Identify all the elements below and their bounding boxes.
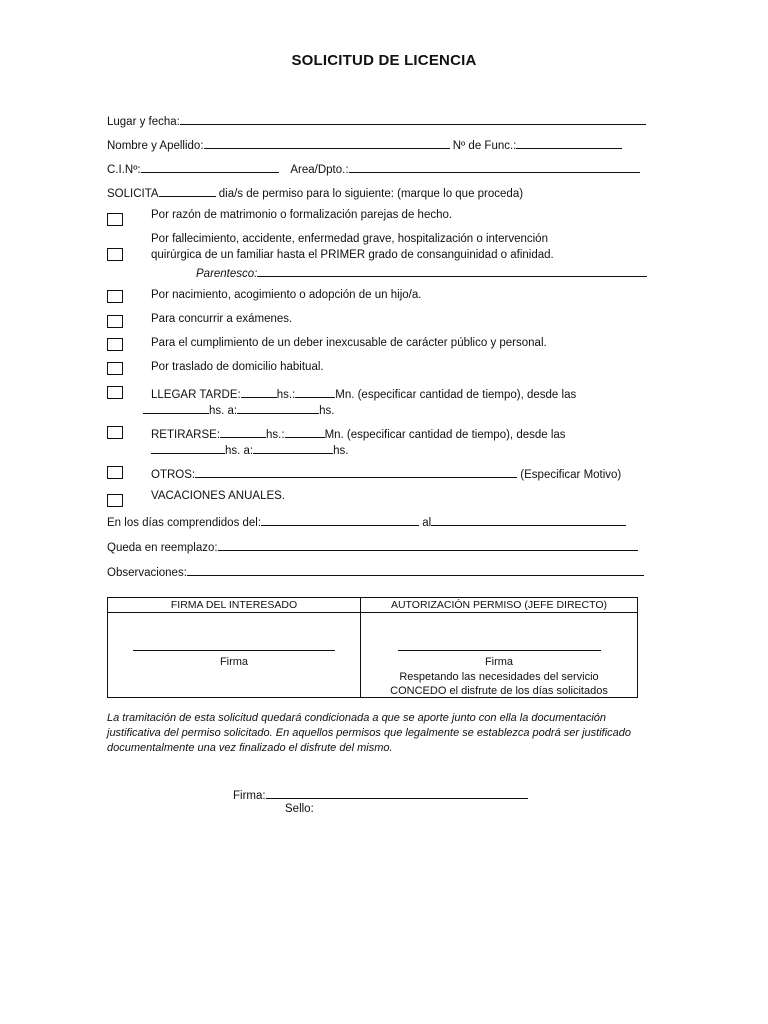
otros-field[interactable] (195, 465, 517, 478)
parentesco-label: Parentesco: (196, 268, 258, 280)
footer-firma-row (233, 786, 528, 803)
reemplazo-label: Queda en reemplazo: (107, 542, 218, 554)
retirarse-hsa-label: hs. a: (225, 445, 254, 457)
nombre-field[interactable] (204, 136, 450, 149)
footer-firma-field[interactable] (266, 786, 528, 799)
area-label: Area/Dpto.: (290, 164, 349, 176)
checkbox-traslado[interactable] (107, 362, 123, 375)
observaciones-label: Observaciones: (107, 567, 187, 579)
option-matrimonio: Por razón de matrimonio o formalización parejas de hecho. (151, 209, 453, 221)
checkbox-nacimiento[interactable] (107, 290, 123, 303)
checkbox-deber[interactable] (107, 338, 123, 351)
signature-line-interesado (133, 650, 335, 651)
llegar-mn-label: Mn. (especificar cantidad de tiempo), desde las (335, 389, 577, 401)
solicita-text: dia/s de permiso para lo siguiente: (marque lo que proceda) (218, 188, 524, 200)
checkbox-llegar-tarde[interactable] (107, 386, 123, 399)
document-title: SOLICITUD DE LICENCIA (291, 52, 477, 69)
option-retirarse-line2 (151, 441, 348, 458)
solicita-label: SOLICITA (107, 188, 159, 200)
legal-note: La tramitación de esta solicitud quedará condicionada a que se aporte junto con ella la documentación justificativa del permiso solicitado. En aquellos permisos que legalmente se establezca podrá ser justificado documentalmente una vez finalizado el disfrute del mismo. (107, 712, 631, 754)
checkbox-retirarse[interactable] (107, 426, 123, 439)
nombre-row (107, 136, 622, 153)
retirarse-hasta-field[interactable] (253, 441, 333, 454)
parentesco-row (196, 264, 647, 281)
header-autorizacion: AUTORIZACIÓN PERMISO (JEFE DIRECTO) (361, 598, 638, 613)
observaciones-row (107, 563, 644, 580)
ci-label: C.I.Nº: (107, 164, 141, 176)
dias-del-field[interactable] (261, 513, 419, 526)
retirarse-hs-field[interactable] (220, 425, 266, 438)
otros-label: OTROS: (151, 469, 196, 481)
llegar-hsa-label: hs. a: (209, 405, 238, 417)
nro-func-label: Nº de Func.: (452, 140, 517, 152)
autorizacion-text-1: Respetando las necesidades del servicio (399, 671, 599, 683)
solicita-row (107, 184, 523, 201)
reemplazo-field[interactable] (218, 538, 638, 551)
observaciones-field[interactable] (187, 563, 644, 576)
ci-row (107, 160, 640, 177)
signature-table (107, 597, 638, 698)
dias-del-label: En los días comprendidos del: (107, 517, 262, 529)
area-field[interactable] (349, 160, 640, 173)
header-firma-interesado: FIRMA DEL INTERESADO (108, 598, 361, 613)
nro-func-field[interactable] (516, 136, 622, 149)
option-otros (151, 465, 621, 483)
ci-field[interactable] (141, 160, 279, 173)
llegar-tarde-label: LLEGAR TARDE: (151, 389, 241, 401)
llegar-desde-field[interactable] (143, 401, 209, 414)
footer-firma-label: Firma: (233, 790, 266, 802)
dias-row (107, 513, 626, 530)
cell-firma-interesado[interactable] (108, 613, 361, 698)
solicita-dias-field[interactable] (159, 184, 216, 197)
nombre-label: Nombre y Apellido: (107, 140, 204, 152)
autorizacion-text-2: CONCEDO el disfrute de los días solicitados (390, 685, 608, 697)
retirarse-desde-field[interactable] (151, 441, 225, 454)
llegar-hasta-field[interactable] (237, 401, 319, 414)
option-traslado: Por traslado de domicilio habitual. (151, 361, 324, 373)
checkbox-fallecimiento[interactable] (107, 248, 123, 261)
retirarse-mn-label: Mn. (especificar cantidad de tiempo), desde las (324, 429, 566, 441)
checkbox-examenes[interactable] (107, 315, 123, 328)
firma-label-jefe: Firma (484, 656, 514, 668)
lugar-fecha-row (107, 112, 646, 129)
checkbox-vacaciones[interactable] (107, 494, 123, 507)
firma-label-interesado: Firma (219, 656, 249, 668)
llegar-hs-field[interactable] (241, 385, 277, 398)
option-examenes: Para concurrir a exámenes. (151, 313, 293, 325)
checkbox-otros[interactable] (107, 466, 123, 479)
llegar-hs2-label: hs. (319, 405, 335, 417)
llegar-mn-field[interactable] (295, 385, 335, 398)
otros-spec: (Especificar Motivo) (520, 469, 622, 481)
dias-al-field[interactable] (431, 513, 626, 526)
lugar-fecha-label: Lugar y fecha: (107, 116, 180, 128)
footer-sello-label: Sello: (285, 803, 314, 815)
cell-autorizacion[interactable] (361, 613, 638, 698)
reemplazo-row (107, 538, 638, 555)
option-nacimiento: Por nacimiento, acogimiento o adopción de un hijo/a. (151, 289, 422, 301)
lugar-fecha-field[interactable] (180, 112, 646, 125)
dias-al-label: al (422, 517, 432, 529)
llegar-hs-label: hs.: (276, 389, 296, 401)
retirarse-mn-field[interactable] (285, 425, 325, 438)
option-llegar-tarde-line2 (143, 401, 334, 418)
option-fallecimiento-line1: Por fallecimiento, accidente, enfermedad grave, hospitalización o intervención (151, 233, 548, 245)
retirarse-hs-label: hs.: (266, 429, 285, 441)
parentesco-field[interactable] (257, 264, 647, 277)
option-vacaciones: VACACIONES ANUALES. (151, 490, 285, 502)
checkbox-matrimonio[interactable] (107, 213, 123, 226)
retirarse-label: RETIRARSE: (151, 429, 221, 441)
retirarse-hs2-label: hs. (333, 445, 349, 457)
option-deber: Para el cumplimiento de un deber inexcusable de carácter público y personal. (151, 337, 547, 349)
signature-line-jefe (398, 650, 601, 651)
option-fallecimiento-line2: quirúrgica de un familiar hasta el PRIMER grado de consanguinidad o afinidad. (151, 249, 554, 261)
